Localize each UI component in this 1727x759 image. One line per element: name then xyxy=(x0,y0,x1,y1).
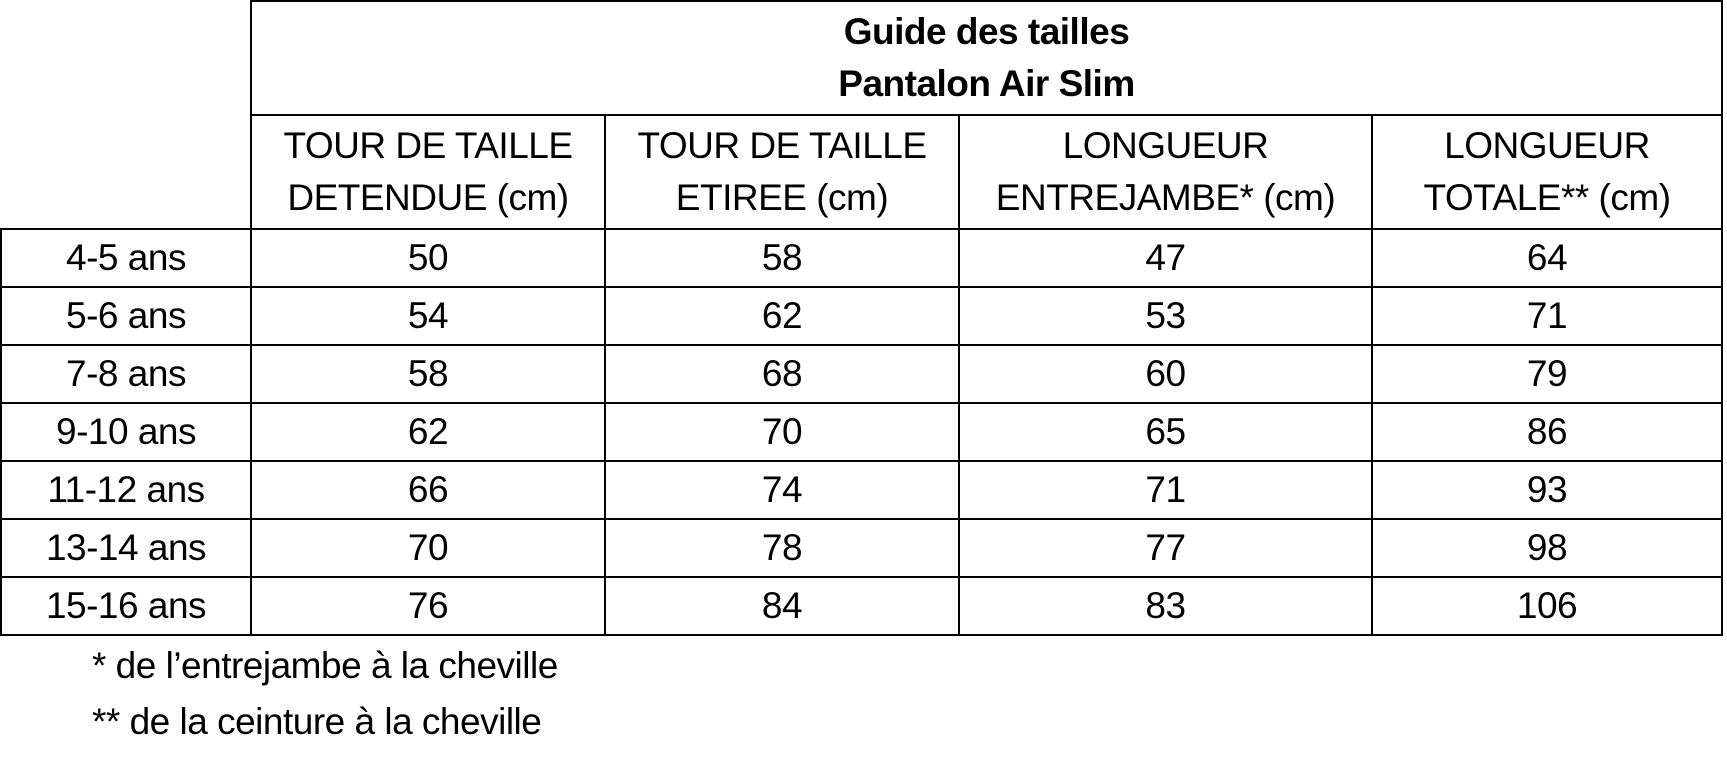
table-cell: 64 xyxy=(1372,229,1722,287)
title-line-2: Pantalon Air Slim xyxy=(838,63,1135,104)
column-header-line-2: DETENDUE (cm) xyxy=(287,177,569,218)
column-header-line-1: LONGUEUR xyxy=(1444,125,1650,166)
table-cell: 58 xyxy=(251,345,605,403)
table-cell: 70 xyxy=(605,403,959,461)
size-label: 7-8 ans xyxy=(1,345,251,403)
column-header-waist-relaxed xyxy=(251,115,605,229)
table-cell: 62 xyxy=(605,287,959,345)
table-cell: 106 xyxy=(1372,577,1722,635)
table-cell: 77 xyxy=(959,519,1372,577)
size-label: 5-6 ans xyxy=(1,287,251,345)
table-cell: 62 xyxy=(251,403,605,461)
table-cell: 65 xyxy=(959,403,1372,461)
table-cell: 60 xyxy=(959,345,1372,403)
column-header-waist-stretched xyxy=(605,115,959,229)
table-cell: 53 xyxy=(959,287,1372,345)
table-cell: 50 xyxy=(251,229,605,287)
table-cell: 83 xyxy=(959,577,1372,635)
table-cell: 86 xyxy=(1372,403,1722,461)
table-cell: 74 xyxy=(605,461,959,519)
footnotes xyxy=(92,638,558,750)
size-label: 9-10 ans xyxy=(1,403,251,461)
column-header-line-2: ENTREJAMBE* (cm) xyxy=(995,177,1336,218)
footnote-inseam: * de l’entrejambe à la cheville xyxy=(92,645,558,686)
table-row xyxy=(1,287,1722,345)
footnote-total-length: ** de la ceinture à la cheville xyxy=(92,701,542,742)
table-row xyxy=(1,345,1722,403)
table-row xyxy=(1,519,1722,577)
table-cell: 66 xyxy=(251,461,605,519)
title-row xyxy=(1,1,1722,115)
table-cell: 71 xyxy=(959,461,1372,519)
table-cell: 58 xyxy=(605,229,959,287)
column-header-line-2: TOTALE** (cm) xyxy=(1423,177,1671,218)
table-row xyxy=(1,461,1722,519)
size-label: 15-16 ans xyxy=(1,577,251,635)
empty-corner-cell xyxy=(1,1,251,115)
table-cell: 68 xyxy=(605,345,959,403)
table-cell: 78 xyxy=(605,519,959,577)
table-row xyxy=(1,229,1722,287)
title-line-1: Guide des tailles xyxy=(843,11,1130,52)
column-header-line-1: TOUR DE TAILLE xyxy=(637,125,927,166)
table-row xyxy=(1,403,1722,461)
size-label: 4-5 ans xyxy=(1,229,251,287)
table-cell: 71 xyxy=(1372,287,1722,345)
column-header-inseam xyxy=(959,115,1372,229)
size-label: 11-12 ans xyxy=(1,461,251,519)
column-header-line-1: TOUR DE TAILLE xyxy=(283,125,573,166)
table-title xyxy=(251,1,1722,115)
column-header-line-2: ETIREE (cm) xyxy=(675,177,889,218)
table-cell: 98 xyxy=(1372,519,1722,577)
column-header-row xyxy=(1,115,1722,229)
table-cell: 54 xyxy=(251,287,605,345)
column-header-total-length xyxy=(1372,115,1722,229)
table-cell: 70 xyxy=(251,519,605,577)
table-cell: 79 xyxy=(1372,345,1722,403)
table-cell: 93 xyxy=(1372,461,1722,519)
size-label: 13-14 ans xyxy=(1,519,251,577)
table-cell: 47 xyxy=(959,229,1372,287)
column-header-line-1: LONGUEUR xyxy=(1062,125,1269,166)
table-cell: 84 xyxy=(605,577,959,635)
empty-header-cell xyxy=(1,115,251,229)
table-cell: 76 xyxy=(251,577,605,635)
table-row xyxy=(1,577,1722,635)
